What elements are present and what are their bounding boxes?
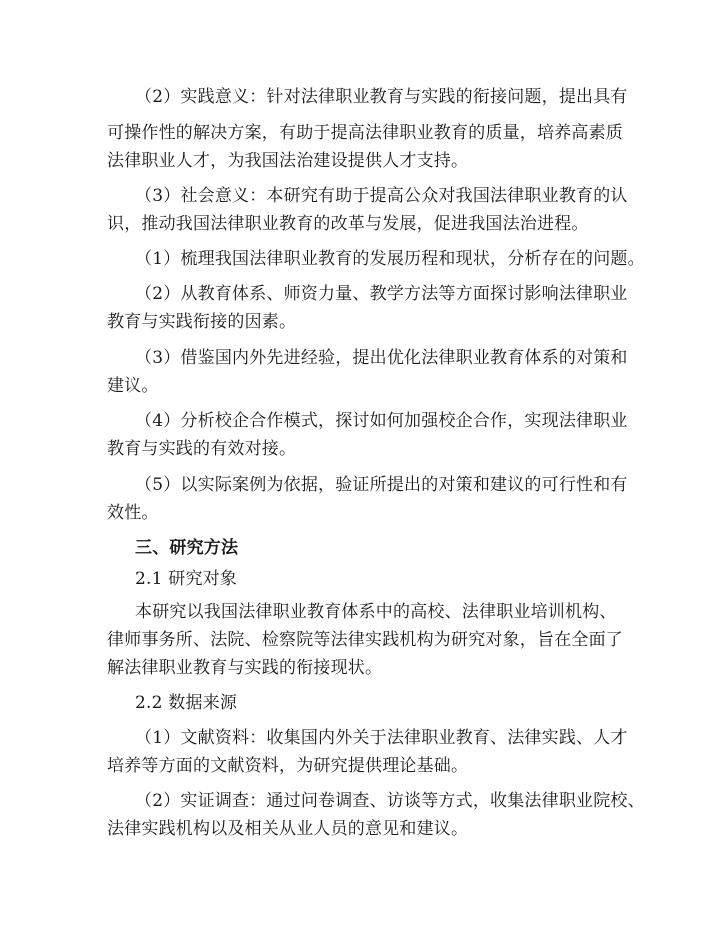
content-item-1: （1）梳理我国法律职业教育的发展历程和现状，分析存在的问题。 [135, 249, 645, 269]
para-social-significance-line-1: （3）社会意义：本研究有助于提高公众对我国法律职业教育的认 [135, 186, 628, 206]
subheading-research-subjects: 2.1 研究对象 [135, 569, 238, 589]
content-item-5-line-2: 效性。 [107, 503, 159, 523]
para-empirical-survey-line-1: （2）实证调查：通过问卷调查、访谈等方式，收集法律职业院校、 [135, 791, 645, 811]
para-empirical-survey-line-2: 法律实践机构以及相关从业人员的意见和建议。 [107, 819, 469, 839]
para-research-subjects-line-1: 本研究以我国法律职业教育体系中的高校、法律职业培训机构、 [135, 602, 617, 622]
content-item-2-line-2: 教育与实践衔接的因素。 [107, 312, 297, 332]
content-item-2-line-1: （2）从教育体系、师资力量、教学方法等方面探讨影响法律职业 [135, 284, 628, 304]
section-heading-research-methods: 三、研究方法 [135, 538, 239, 558]
para-literature-line-2: 培养等方面的文献资料，为研究提供理论基础。 [107, 756, 469, 776]
content-item-5-line-1: （5）以实际案例为依据，验证所提出的对策和建议的可行性和有 [135, 475, 628, 495]
para-literature-line-1: （1）文献资料：收集国内外关于法律职业教育、法律实践、人才 [135, 728, 628, 748]
para-practical-significance-line-2: 可操作性的解决方案，有助于提高法律职业教育的质量，培养高素质 [107, 123, 623, 143]
para-practical-significance-line-3: 法律职业人才，为我国法治建设提供人才支持。 [107, 151, 469, 171]
para-research-subjects-line-3: 解法律职业教育与实践的衔接现状。 [107, 658, 383, 678]
subheading-data-sources: 2.2 数据来源 [135, 693, 238, 713]
para-practical-significance-line-1: （2）实践意义：针对法律职业教育与实践的衔接问题，提出具有 [135, 87, 628, 107]
content-item-3-line-1: （3）借鉴国内外先进经验，提出优化法律职业教育体系的对策和 [135, 348, 628, 368]
content-item-4-line-1: （4）分析校企合作模式，探讨如何加强校企合作，实现法律职业 [135, 411, 628, 431]
content-item-4-line-2: 教育与实践的有效对接。 [107, 439, 297, 459]
content-item-3-line-2: 建议。 [107, 376, 159, 396]
para-social-significance-line-2: 识，推动我国法律职业教育的改革与发展，促进我国法治进程。 [107, 214, 589, 234]
para-research-subjects-line-2: 律师事务所、法院、检察院等法律实践机构为研究对象，旨在全面了 [107, 630, 623, 650]
